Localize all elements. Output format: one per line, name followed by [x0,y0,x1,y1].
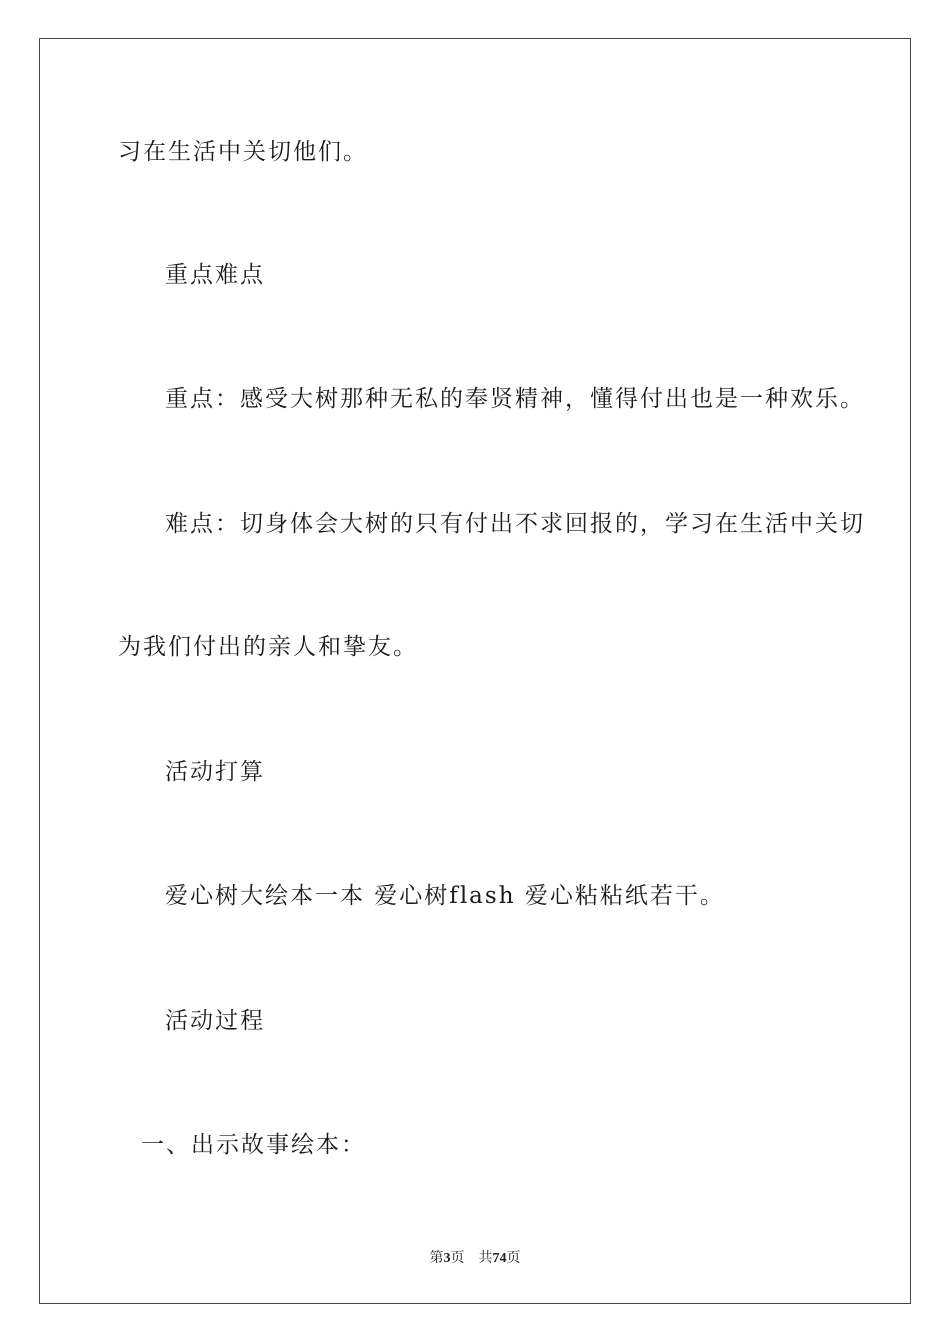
footer-total-suffix: 页 [506,1251,521,1266]
section-heading-process: 活动过程 [165,1008,265,1034]
footer-total-pages: 74 [492,1251,507,1266]
list-item-heading: 一、出示故事绘本： [141,1132,366,1158]
footer-page-number: 3 [443,1251,451,1266]
section-heading-preparation: 活动打算 [165,759,265,785]
page-border [39,38,911,1304]
paragraph-line: 习在生活中关切他们。 [118,139,368,165]
section-heading-key-points: 重点难点 [165,262,265,288]
paragraph-line: 为我们付出的亲人和挚友。 [118,634,418,660]
footer-total-prefix: 共 [478,1251,493,1266]
page-footer [0,1247,950,1267]
paragraph-line: 爱心树大绘本一本 爱心树flash 爱心粘粘纸若干。 [165,883,725,909]
paragraph-line: 重点：感受大树那种无私的奉贤精神，懂得付出也是一种欢乐。 [165,386,865,412]
footer-page-suffix: 页 [450,1251,465,1266]
footer-page-prefix: 第 [429,1251,444,1266]
paragraph-line: 难点：切身体会大树的只有付出不求回报的，学习在生活中关切 [165,511,865,537]
